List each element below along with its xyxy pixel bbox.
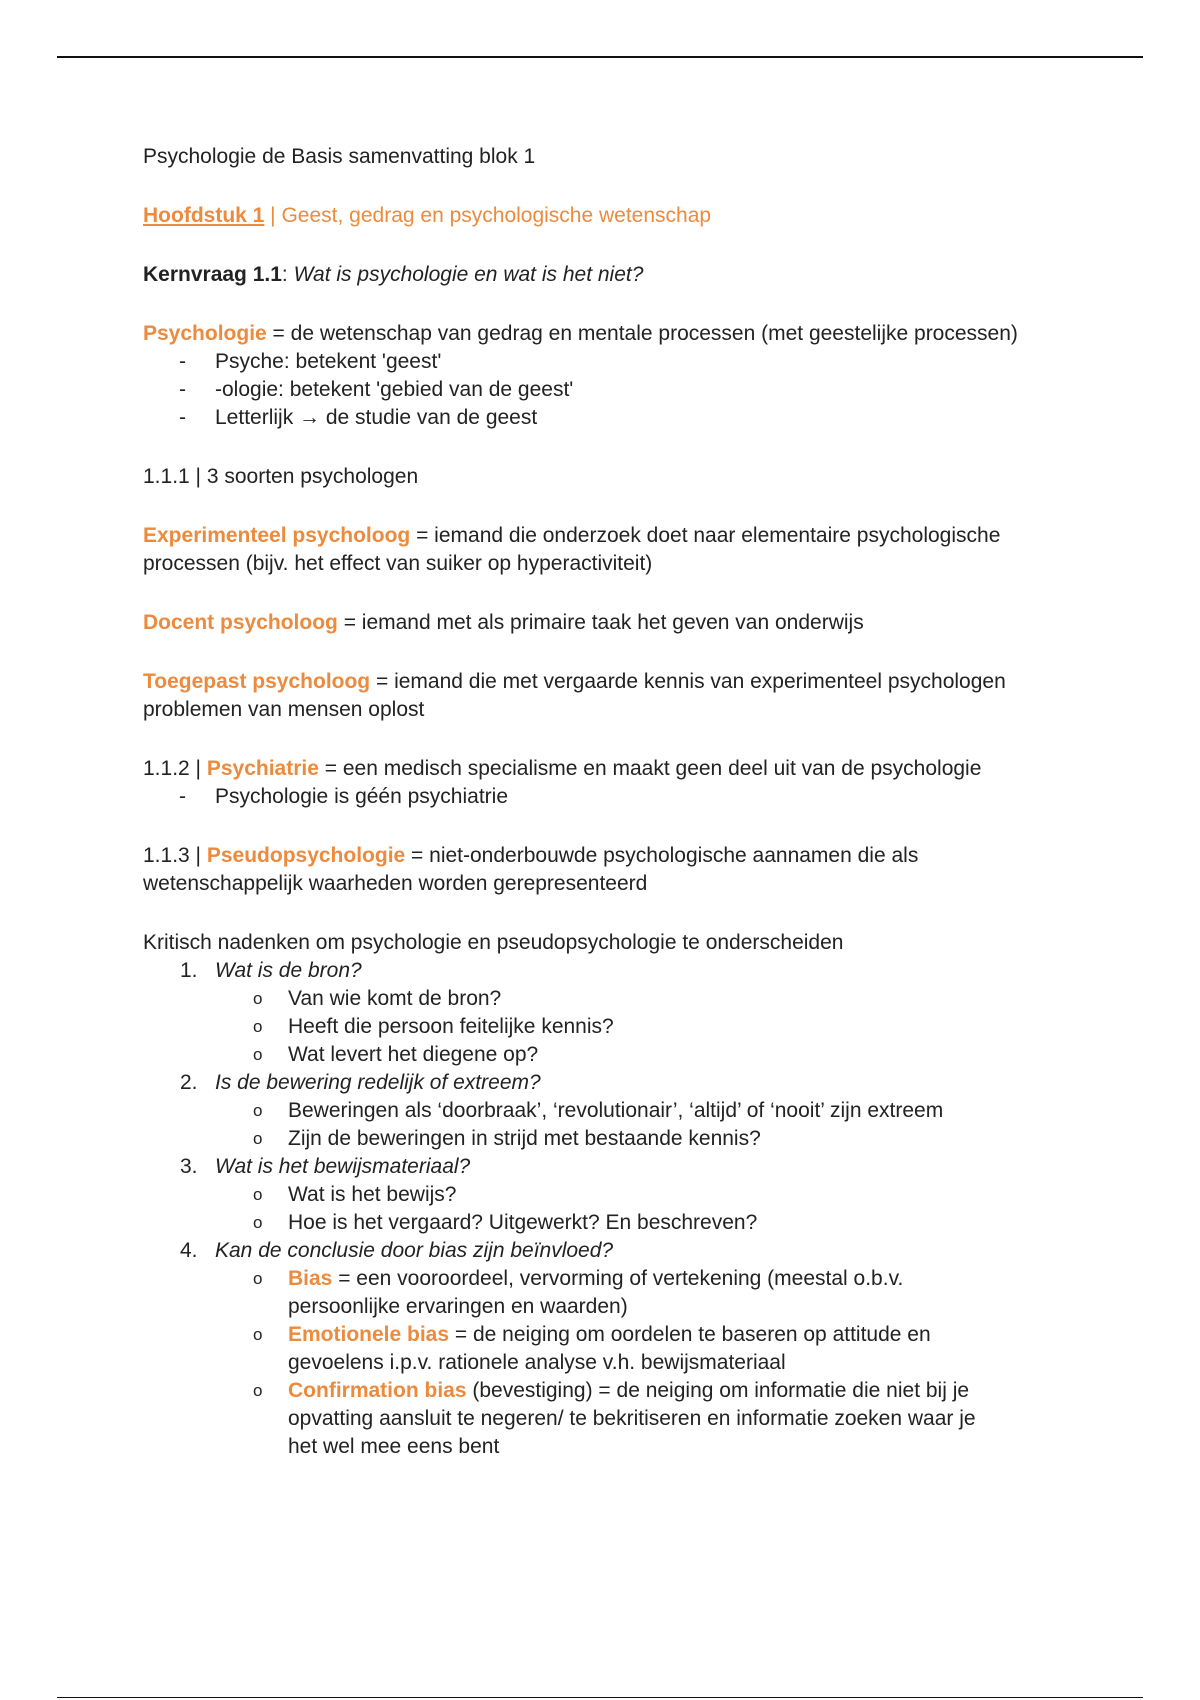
- sub-item-text: Van wie komt de bron?: [288, 987, 502, 1010]
- list-item-text-b: de studie van de geest: [320, 406, 538, 429]
- sub-item: [253, 1013, 1083, 1041]
- list-item: [179, 376, 1083, 404]
- psychologie-text: = de wetenschap van gedrag en mentale processen (met geestelijke processen): [266, 322, 1018, 345]
- psychologie-definition: [143, 320, 1083, 348]
- sub-item-text: Hoe is het vergaard? Uitgewerkt? En beschreven?: [288, 1211, 758, 1234]
- chapter-title: Geest, gedrag en psychologische wetenschap: [281, 204, 712, 227]
- sub-item-text: [288, 1377, 1083, 1461]
- sub-item: [253, 1097, 1083, 1125]
- number-marker: 3.: [180, 1155, 198, 1178]
- pseudopsychologie-term: Pseudopsychologie: [206, 844, 406, 867]
- pseudopsychologie-text-cont: wetenschappelijk waarheden worden gerepresenteerd: [143, 872, 648, 895]
- section-1-1-3: [143, 842, 1083, 870]
- numbered-item: [180, 957, 1083, 985]
- numbered-item-text: Wat is het bewijsmateriaal?: [215, 1155, 471, 1178]
- experimenteel-definition: [143, 522, 1083, 550]
- list-item: [179, 348, 1083, 376]
- dash-marker: -: [179, 378, 186, 401]
- bias-text: = een vooroordeel, vervorming of vertekening (meestal o.b.v.: [332, 1267, 904, 1290]
- list-item-text: -ologie: betekent 'gebied van de geest': [215, 378, 574, 401]
- section-1-1-3-prefix: 1.1.3 |: [143, 844, 207, 867]
- document-body: [143, 143, 1083, 1461]
- sub-item: [253, 1209, 1083, 1237]
- experimenteel-text: = iemand die onderzoek doet naar elementaire psychologische: [410, 524, 1001, 547]
- numbered-item-text: Wat is de bron?: [215, 959, 362, 982]
- experimenteel-term: Experimenteel psycholoog: [143, 524, 411, 547]
- list-item: [179, 404, 1083, 432]
- circle-bullet-icon: o: [253, 1325, 263, 1344]
- chapter-separator: |: [264, 204, 282, 227]
- kernvraag: [143, 261, 1083, 289]
- kernvraag-question: Wat is psychologie en wat is het niet?: [293, 263, 644, 286]
- toegepast-text: = iemand die met vergaarde kennis van experimenteel psychologen: [370, 670, 1006, 693]
- sub-item: [253, 1041, 1083, 1069]
- toegepast-term: Toegepast psycholoog: [143, 670, 371, 693]
- circle-bullet-icon: o: [253, 1269, 263, 1288]
- dash-marker: -: [179, 406, 186, 429]
- sub-item-text: [288, 1321, 1083, 1377]
- sub-item: [253, 1125, 1083, 1153]
- circle-bullet-icon: o: [253, 1045, 263, 1064]
- number-marker: 4.: [180, 1239, 198, 1262]
- document-title: Psychologie de Basis samenvatting blok 1: [143, 145, 536, 168]
- kernvraag-colon: :: [281, 263, 294, 286]
- numbered-item: [180, 1069, 1083, 1097]
- sub-item-text: Zijn de beweringen in strijd met bestaande kennis?: [288, 1127, 761, 1150]
- sub-item-text: Heeft die persoon feitelijke kennis?: [288, 1015, 614, 1038]
- dash-marker: -: [179, 785, 186, 808]
- chapter-label: Hoofdstuk 1: [143, 204, 265, 227]
- emotionele-bias-text-cont: gevoelens i.p.v. rationele analyse v.h. bewijsmateriaal: [288, 1351, 786, 1374]
- circle-bullet-icon: o: [253, 989, 263, 1008]
- list-item-text: Psychologie is géén psychiatrie: [215, 785, 508, 808]
- sub-item-bias: [253, 1265, 1083, 1321]
- list-item-text: Psyche: betekent 'geest': [215, 350, 442, 373]
- bias-text-cont: persoonlijke ervaringen en waarden): [288, 1295, 628, 1318]
- sub-item-text: Beweringen als ‘doorbraak’, ‘revolutionair’, ‘altijd’ of ‘nooit’ zijn extreem: [288, 1099, 944, 1122]
- number-marker: 1.: [180, 959, 198, 982]
- sub-item-text: Wat levert het diegene op?: [288, 1043, 539, 1066]
- bias-term: Bias: [288, 1267, 333, 1290]
- kritisch-intro: Kritisch nadenken om psychologie en pseudopsychologie te onderscheiden: [143, 931, 844, 954]
- experimenteel-text-cont: processen (bijv. het effect van suiker op hyperactiviteit): [143, 552, 653, 575]
- confirmation-bias-text-cont: opvatting aansluit te negeren/ te bekritiseren en informatie zoeken waar je: [288, 1407, 976, 1430]
- header-rule: [57, 56, 1143, 58]
- circle-bullet-icon: o: [253, 1213, 263, 1232]
- chapter-heading: [143, 202, 1083, 230]
- kernvraag-label: Kernvraag 1.1: [143, 263, 282, 286]
- numbered-item: [180, 1153, 1083, 1181]
- confirmation-bias-text: (bevestiging) = de neiging om informatie die niet bij je: [466, 1379, 970, 1402]
- pseudopsychologie-text: = niet-onderbouwde psychologische aannamen die als: [405, 844, 919, 867]
- circle-bullet-icon: o: [253, 1017, 263, 1036]
- sub-item-confirmation-bias: [253, 1377, 1083, 1461]
- docent-definition: [143, 609, 1083, 637]
- docent-text: = iemand met als primaire taak het geven van onderwijs: [337, 611, 864, 634]
- numbered-item: [180, 1237, 1083, 1265]
- toegepast-definition: [143, 668, 1083, 696]
- sub-item: [253, 1181, 1083, 1209]
- confirmation-bias-term: Confirmation bias: [288, 1379, 467, 1402]
- footer-rule: [57, 1697, 1143, 1698]
- circle-bullet-icon: o: [253, 1101, 263, 1120]
- toegepast-text-cont: problemen van mensen oplost: [143, 698, 425, 721]
- list-item: [179, 783, 1083, 811]
- dash-marker: -: [179, 350, 186, 373]
- psychiatrie-term: Psychiatrie: [206, 757, 319, 780]
- circle-bullet-icon: o: [253, 1381, 263, 1400]
- psychologie-term: Psychologie: [143, 322, 267, 345]
- emotionele-bias-text: = de neiging om oordelen te baseren op attitude en: [449, 1323, 931, 1346]
- numbered-item-text: Kan de conclusie door bias zijn beïnvloed?: [215, 1239, 614, 1262]
- sub-item-text: [288, 1265, 1083, 1321]
- section-1-1-2: [143, 755, 1083, 783]
- list-item-text-a: Letterlijk: [215, 406, 300, 429]
- section-heading-1-1-1: 1.1.1 | 3 soorten psychologen: [143, 465, 419, 488]
- confirmation-bias-text-cont2: het wel mee eens bent: [288, 1435, 500, 1458]
- arrow-right-icon: →: [299, 406, 321, 429]
- section-1-1-2-prefix: 1.1.2 |: [143, 757, 207, 780]
- sub-item: [253, 985, 1083, 1013]
- psychiatrie-text: = een medisch specialisme en maakt geen deel uit van de psychologie: [318, 757, 982, 780]
- list-item-text: [215, 404, 1083, 432]
- docent-term: Docent psycholoog: [143, 611, 338, 634]
- sub-item-emotionele-bias: [253, 1321, 1083, 1377]
- emotionele-bias-term: Emotionele bias: [288, 1323, 450, 1346]
- numbered-item-text: Is de bewering redelijk of extreem?: [215, 1071, 541, 1094]
- circle-bullet-icon: o: [253, 1185, 263, 1204]
- number-marker: 2.: [180, 1071, 198, 1094]
- sub-item-text: Wat is het bewijs?: [288, 1183, 457, 1206]
- circle-bullet-icon: o: [253, 1129, 263, 1148]
